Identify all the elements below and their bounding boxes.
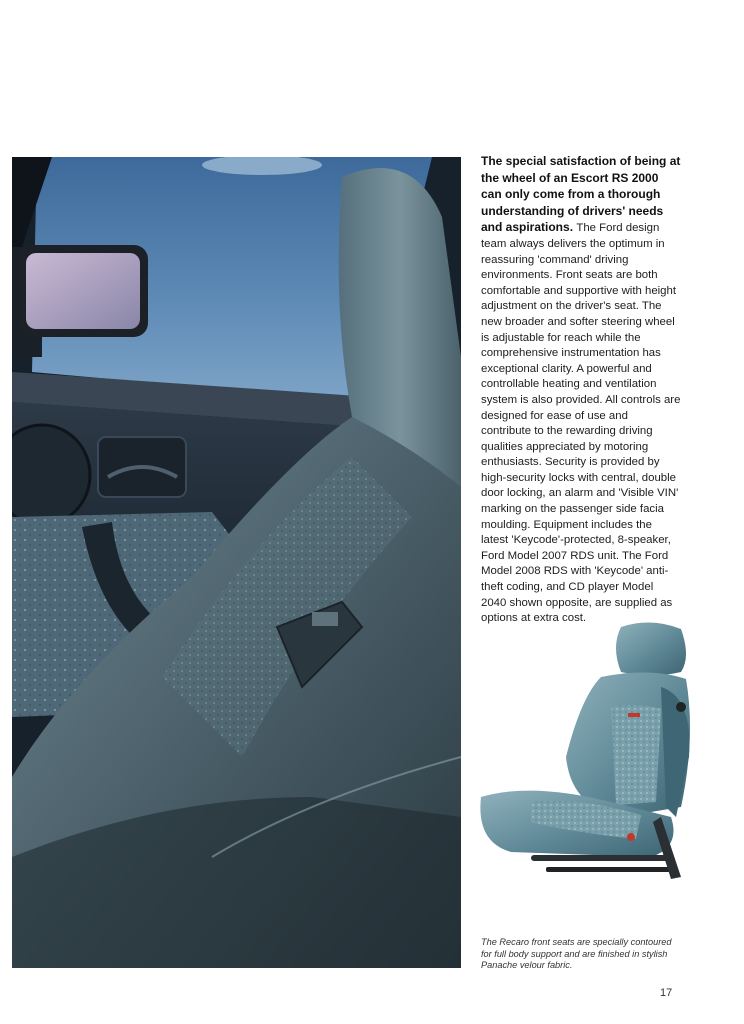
seat-caption: The Recaro front seats are specially contoured for full body support and are finished in stylish Panache velour fabric.: [481, 937, 672, 971]
article-body: The Ford design team always delivers the optimum in reassuring 'command' driving environments. Front seats are both comfortable and supportive with height adjustment on the driver's seat. The new broader and softer steering wheel is adjustable for reach while the comprehensive instrumentation has exceptional clarity. A powerful and controllable heating and ventilation system is also provided. All controls are designed for ease of use and contribute to the rewarding driving qualities appreciated by motoring enthusiasts. Security is provided by high-security locks with central, double door locking, an alarm and 'Visible VIN' marking on the passenger side facia moulding. Equipment includes the latest 'Keycode'-protected, 8-speaker, Ford Model 2007 RDS unit. The Ford Model 2008 RDS with 'Keycode' anti-theft coding, and CD player Model 2040 shown opposite, are supplied as options at extra cost.: [481, 222, 681, 625]
recaro-seat-photo: [471, 617, 703, 917]
article-text: [481, 154, 681, 627]
page-number: 17: [660, 987, 673, 999]
recaro-seat-illustration: [471, 617, 703, 917]
interior-photo-illustration: [12, 157, 461, 968]
article-lead: The special satisfaction of being at the wheel of an Escort RS 2000 can only come from a thorough understanding of drivers' needs and aspirations.: [481, 154, 681, 235]
interior-photo: [12, 157, 461, 968]
